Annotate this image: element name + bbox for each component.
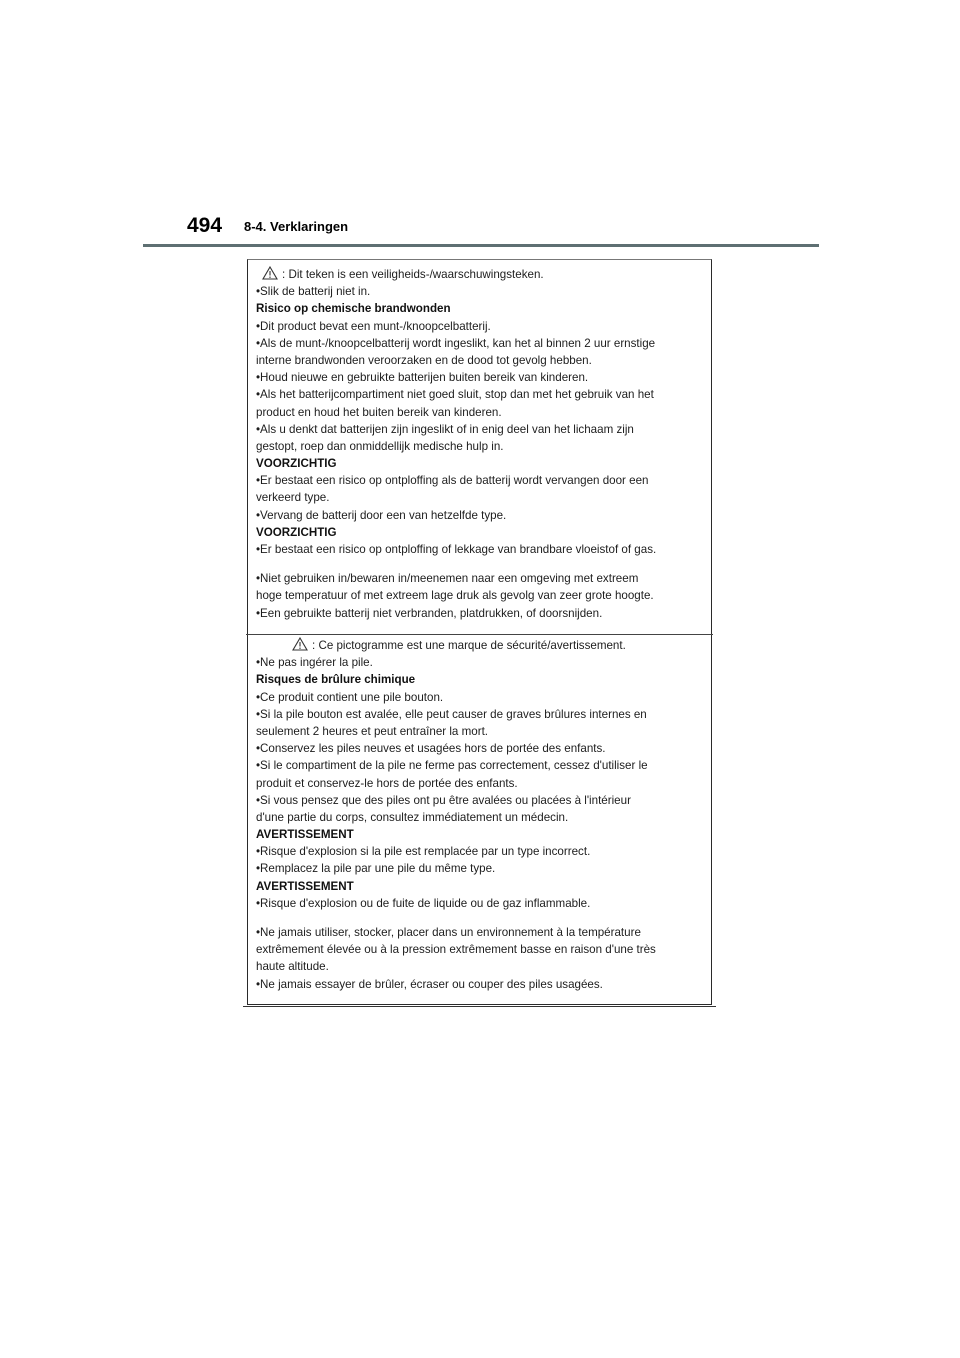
warning-text-line: •Als u denkt dat batterijen zijn ingeslikt of in enig deel van het lichaam zijn (256, 422, 634, 436)
warning-text-line: •Vervang de batterij door een van hetzelfde type. (256, 508, 507, 522)
warning-text-line: •Dit product bevat een munt-/knoopcelbatterij. (256, 319, 491, 333)
french-warning-lines (256, 654, 703, 993)
warning-text-line: extrêmement élevée ou à la pression extrêmement basse en raison d'une très (256, 943, 656, 957)
warning-text-line: •Si le compartiment de la pile ne ferme pas correctement, cessez d'utiliser le (256, 759, 648, 773)
french-symbol-line (256, 637, 703, 654)
warning-text-line: •Slik de batterij niet in. (256, 285, 371, 299)
warning-heading: Risques de brûlure chimique (256, 673, 416, 687)
warning-text-line: d'une partie du corps, consultez immédiatement un médecin. (256, 810, 569, 824)
warning-text-line: verkeerd type. (256, 491, 330, 505)
warning-text-line: •Als het batterijcompartiment niet goed sluit, stop dan met het gebruik van het (256, 388, 654, 402)
dutch-symbol-line (256, 266, 703, 283)
french-warning-section (256, 637, 703, 993)
section-title: 8-4. Verklaringen (244, 219, 349, 234)
warning-text-line: •Houd nieuwe en gebruikte batterijen buiten bereik van kinderen. (256, 371, 589, 385)
battery-warning-label (247, 259, 712, 1005)
warning-text-line: hoge temperatuur of met extreem lage druk als gevolg van zeer grote hoogte. (256, 589, 654, 603)
warning-text-line: •Si vous pensez que des piles ont pu être avalées ou placées à l'intérieur (256, 793, 631, 807)
warning-triangle-icon (262, 266, 278, 280)
warning-text-line: seulement 2 heures et peut entraîner la mort. (256, 724, 489, 738)
warning-text-line: •Conservez les piles neuves et usagées hors de portée des enfants. (256, 742, 606, 756)
warning-text-line: interne brandwonden veroorzaken en de dood tot gevolg hebben. (256, 353, 592, 367)
warning-text-line: •Risque d'explosion si la pile est remplacée par un type incorrect. (256, 845, 591, 859)
warning-heading: VOORZICHTIG (256, 457, 337, 471)
warning-text-line: •Als de munt-/knoopcelbatterij wordt ingeslikt, kan het al binnen 2 uur ernstige (256, 336, 656, 350)
warning-text-line: •Er bestaat een risico op ontploffing als de batterij wordt vervangen door een (256, 474, 649, 488)
warning-heading: VOORZICHTIG (256, 525, 337, 539)
warning-text-line: •Risque d'explosion ou de fuite de liquide ou de gaz inflammable. (256, 896, 591, 910)
warning-text-line: gestopt, roep dan onmiddellijk medische hulp in. (256, 439, 504, 453)
warning-text-line: product en houd het buiten bereik van kinderen. (256, 405, 502, 419)
warning-text-line: •Ce produit contient une pile bouton. (256, 690, 444, 704)
dutch-warning-section (256, 266, 703, 622)
page-number: 494 (187, 214, 223, 237)
warning-triangle-icon (292, 637, 308, 651)
french-symbol-text: : Ce pictogramme est une marque de sécurité/avertissement. (312, 639, 626, 652)
warning-heading: AVERTISSEMENT (256, 879, 354, 893)
language-divider (246, 634, 713, 635)
warning-heading: AVERTISSEMENT (256, 828, 354, 842)
label-bottom-edge (243, 1006, 716, 1007)
warning-heading: Risico op chemische brandwonden (256, 302, 451, 316)
warning-text-line: •Niet gebruiken in/bewaren in/meenemen naar een omgeving met extreem (256, 572, 639, 586)
warning-text-line: •Ne jamais essayer de brûler, écraser ou couper des piles usagées. (256, 977, 603, 991)
warning-text-line: •Er bestaat een risico op ontploffing of lekkage van brandbare vloeistof of gas. (256, 543, 657, 556)
dutch-warning-lines (256, 283, 703, 622)
warning-text-line: haute altitude. (256, 960, 329, 974)
dutch-symbol-text: : Dit teken is een veiligheids-/waarschuwingsteken. (282, 268, 544, 281)
warning-text-line: •Remplacez la pile par une pile du même type. (256, 862, 496, 876)
warning-text-line: •Ne jamais utiliser, stocker, placer dans un environnement à la température (256, 926, 641, 939)
warning-text-line: produit et conservez-le hors de portée des enfants. (256, 776, 518, 790)
header-rule (143, 244, 819, 247)
warning-text-line: •Ne pas ingérer la pile. (256, 656, 373, 670)
warning-text-line: •Een gebruikte batterij niet verbranden, platdrukken, of doorsnijden. (256, 606, 603, 620)
warning-text-line: •Si la pile bouton est avalée, elle peut causer de graves brûlures internes en (256, 707, 647, 721)
